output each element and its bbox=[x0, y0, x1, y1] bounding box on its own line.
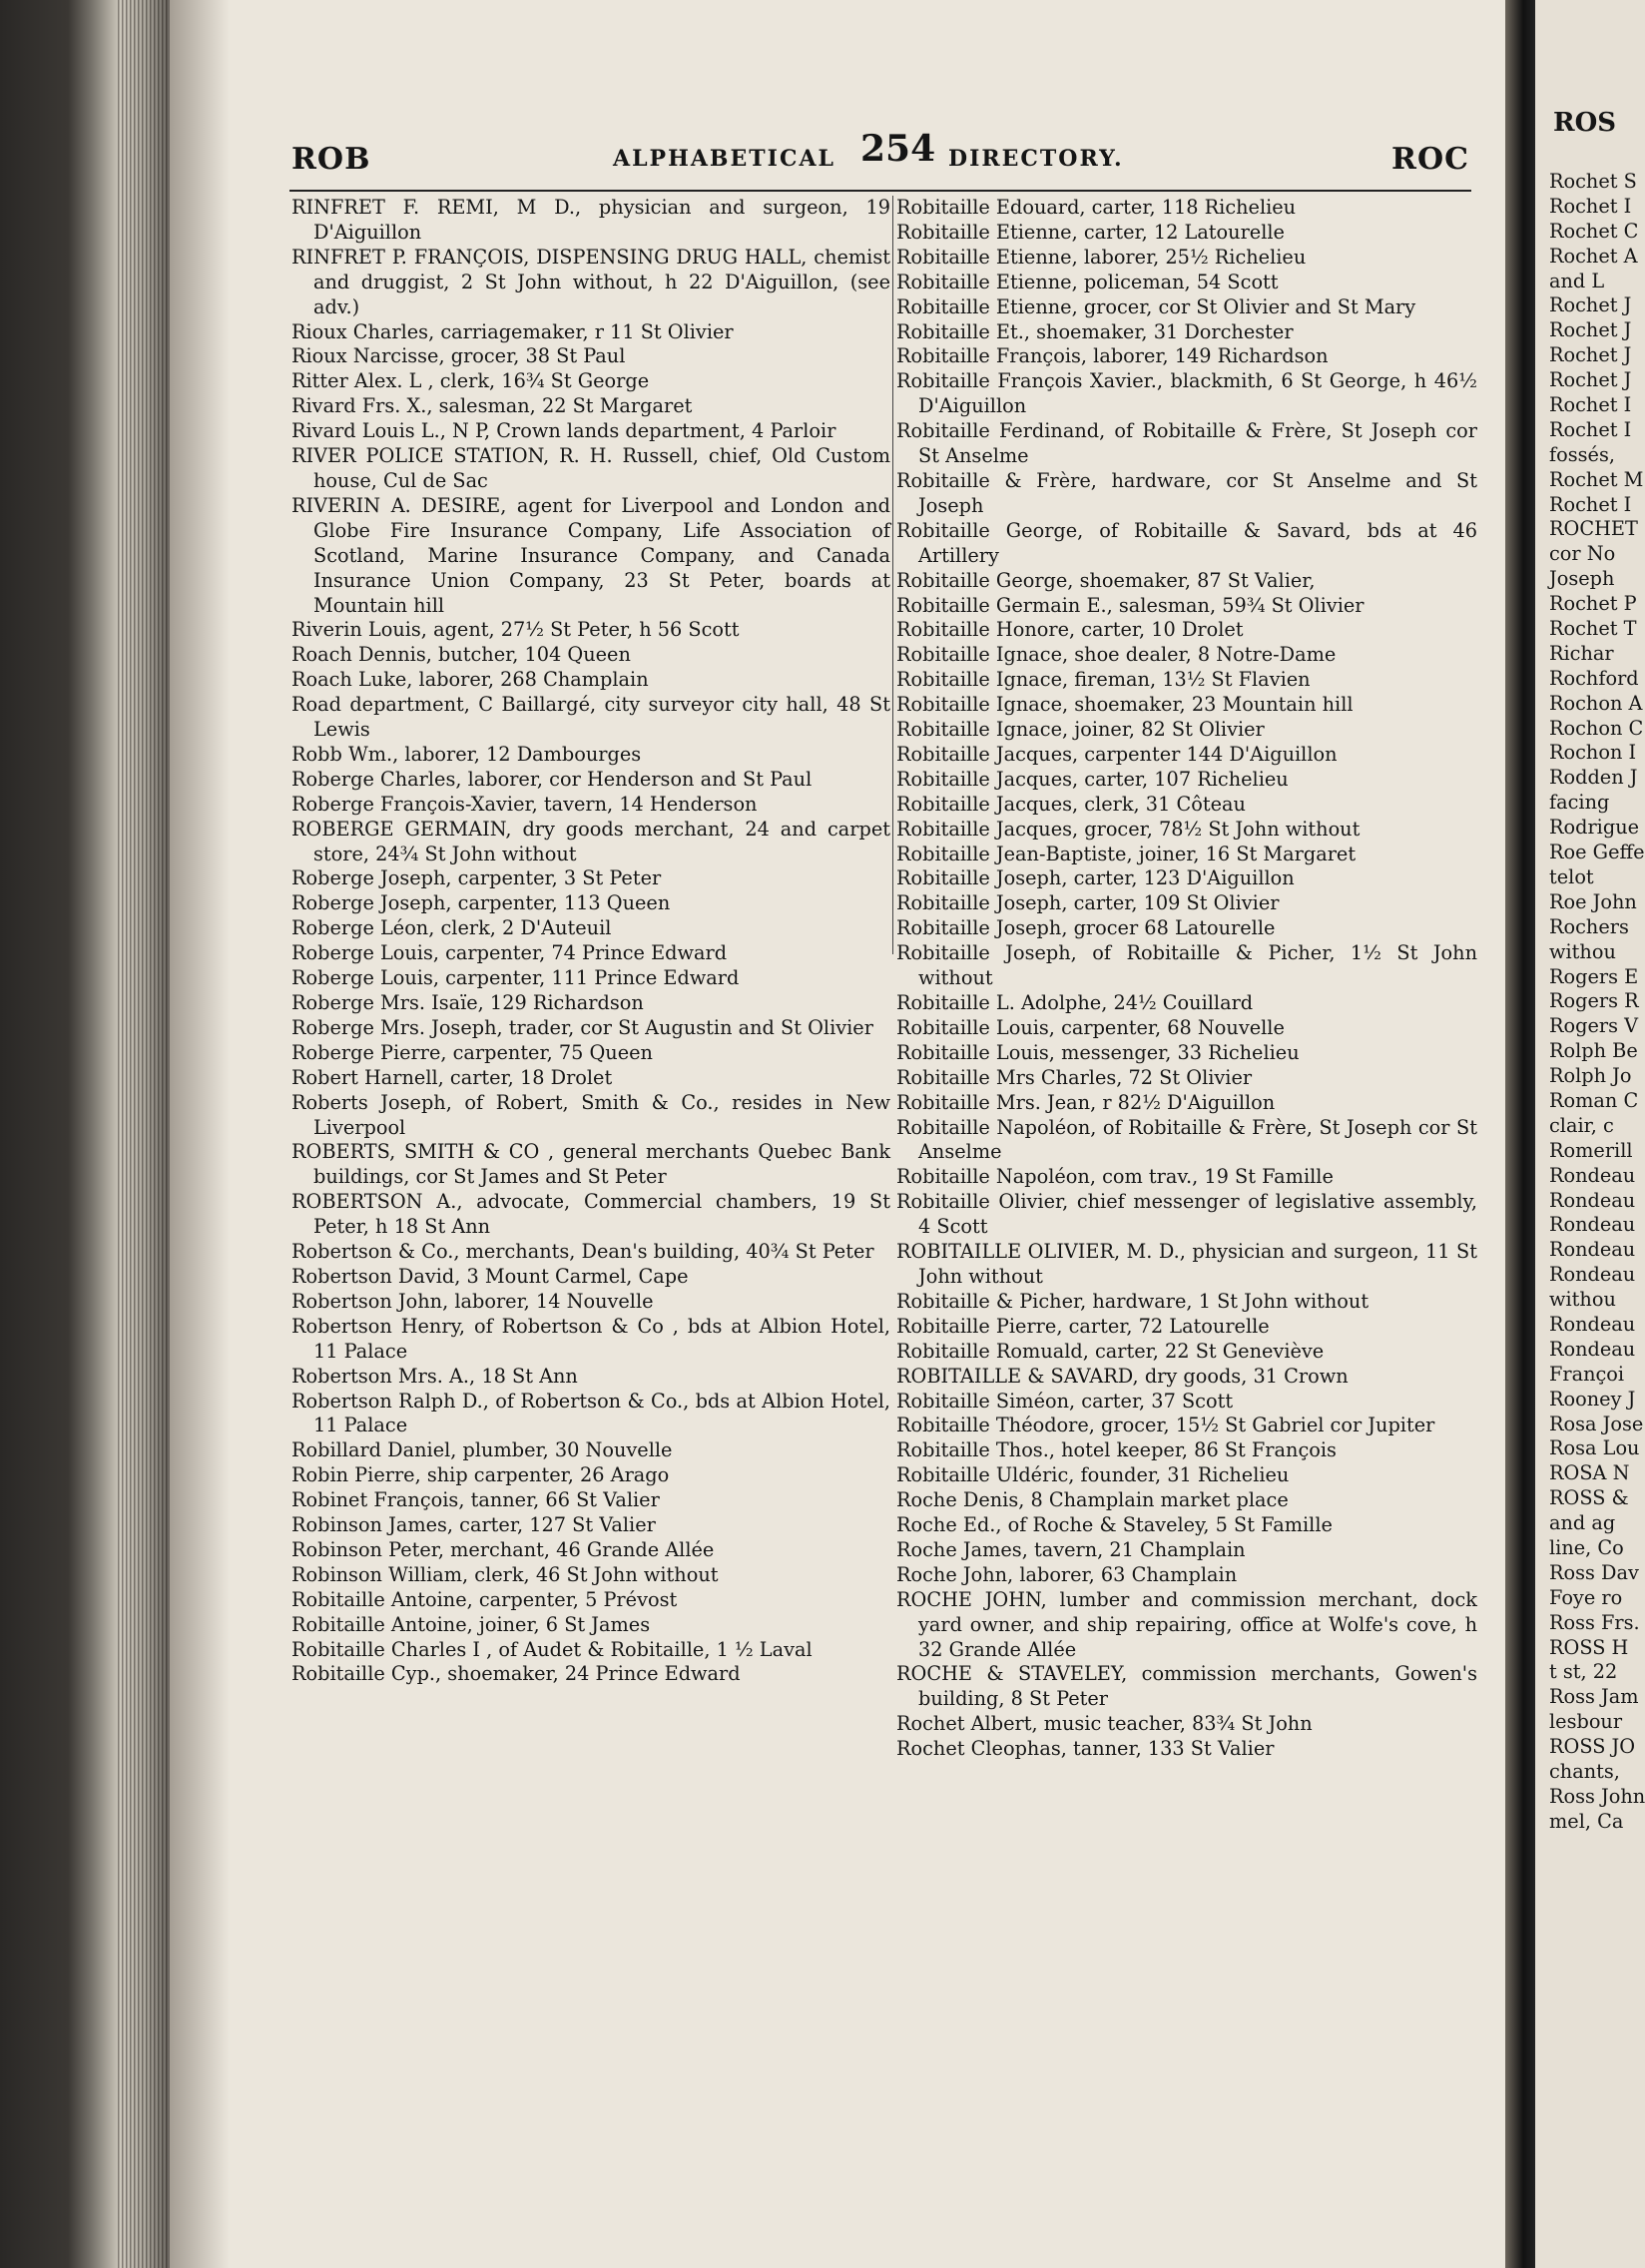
directory-entry: Rioux Narcisse, grocer, 38 St Paul bbox=[291, 344, 626, 368]
next-page-fragment: Rosa Lou bbox=[1549, 1436, 1640, 1460]
next-page-fragment: t st, 22 bbox=[1549, 1660, 1618, 1684]
directory-entry: Robinson Peter, merchant, 46 Grande Allée bbox=[291, 1537, 715, 1561]
next-page-fragment: Ross Jam bbox=[1549, 1685, 1639, 1709]
directory-entry: Roberge Louis, carpenter, 74 Prince Edward bbox=[291, 941, 728, 965]
directory-entry: Roberge Léon, clerk, 2 D'Auteuil bbox=[291, 916, 612, 940]
directory-entry: Robin Pierre, ship carpenter, 26 Arago bbox=[291, 1463, 670, 1487]
directory-entry: Robinson William, clerk, 46 St John without bbox=[291, 1562, 719, 1586]
next-page-fragment: Joseph bbox=[1549, 567, 1615, 591]
directory-entry: Roche John, laborer, 63 Champlain bbox=[896, 1562, 1238, 1586]
directory-entry: Robitaille Etienne, grocer, cor St Olivier and St Mary bbox=[896, 294, 1416, 318]
next-page-fragment: Rochet J bbox=[1549, 368, 1632, 392]
next-page-fragment: Foye ro bbox=[1549, 1585, 1623, 1609]
next-page-fragment: ROSS H bbox=[1549, 1635, 1629, 1659]
directory-entry: Robitaille Louis, messenger, 33 Richelieu bbox=[896, 1040, 1300, 1064]
next-page-edge bbox=[1535, 0, 1645, 2268]
directory-entry: Robitaille Joseph, grocer 68 Latourelle bbox=[896, 916, 1276, 940]
directory-entry: Roberge Joseph, carpenter, 3 St Peter bbox=[291, 866, 662, 890]
directory-entry: Robitaille Napoléon, of Robitaille & Frère, St Joseph cor St Anselme bbox=[896, 1115, 1477, 1164]
next-page-fragment: Rochon I bbox=[1549, 741, 1637, 765]
next-page-fragment: withou bbox=[1549, 1288, 1616, 1312]
next-page-fragment: Rogers V bbox=[1549, 1014, 1639, 1038]
directory-entry: Robitaille Ignace, shoemaker, 23 Mountain hill bbox=[896, 693, 1354, 717]
next-page-fragment: withou bbox=[1549, 939, 1616, 963]
next-page-fragment: Ross Frs. bbox=[1549, 1610, 1640, 1634]
directory-entry: ROBERTSON A., advocate, Commercial chambers, 19 St Peter, h 18 St Ann bbox=[291, 1190, 890, 1239]
next-page-fragment: Rochers bbox=[1549, 914, 1629, 938]
next-page-fragment: Rochford bbox=[1549, 666, 1639, 690]
directory-entry: Roberge Louis, carpenter, 111 Prince Edward bbox=[291, 966, 740, 990]
directory-entry: Rochet Albert, music teacher, 83¾ St John bbox=[896, 1712, 1313, 1736]
directory-entry: Robinson James, carter, 127 St Valier bbox=[291, 1513, 656, 1537]
next-page-fragment: Rochet T bbox=[1549, 617, 1637, 641]
directory-entry: Robitaille Et., shoemaker, 31 Dorchester bbox=[896, 319, 1294, 343]
directory-entry: Robitaille Mrs. Jean, r 82½ D'Aiguillon bbox=[896, 1090, 1276, 1114]
next-page-fragment: ROSS & bbox=[1549, 1486, 1629, 1510]
next-page-fragment: ROSS JO bbox=[1549, 1735, 1636, 1759]
next-page-fragment: facing bbox=[1549, 791, 1610, 815]
directory-entry: Rioux Charles, carriagemaker, r 11 St Olivier bbox=[291, 319, 734, 343]
directory-entry: Robitaille François, laborer, 149 Richardson bbox=[896, 344, 1329, 368]
next-page-fragment: ROSA N bbox=[1549, 1461, 1630, 1485]
directory-entry: Robitaille Etienne, laborer, 25½ Richelieu bbox=[896, 245, 1307, 269]
next-page-fragment: Rondeau bbox=[1549, 1337, 1636, 1361]
directory-entry: Ritter Alex. L , clerk, 16¾ St George bbox=[291, 369, 650, 393]
directory-entry: Robitaille Charles I , of Audet & Robitaille, 1 ½ Laval bbox=[291, 1637, 813, 1661]
directory-entry: Robitaille Jacques, grocer, 78½ St John without bbox=[896, 817, 1361, 841]
directory-entry: Robitaille Ignace, shoe dealer, 8 Notre-Dame bbox=[896, 643, 1337, 667]
directory-entry: Robertson David, 3 Mount Carmel, Cape bbox=[291, 1264, 689, 1288]
next-page-fragment: Rochet P bbox=[1549, 592, 1637, 616]
directory-entry: Robitaille Antoine, carpenter, 5 Prévost bbox=[291, 1587, 678, 1611]
directory-entry: Robertson Mrs. A., 18 St Ann bbox=[291, 1364, 578, 1388]
directory-entry: ROCHE JOHN, lumber and commission merchant, dock yard owner, and ship repairing, office at Wolfe's cove, h 32 Grande Allée bbox=[896, 1587, 1477, 1661]
next-page-fragment: and L bbox=[1549, 269, 1605, 292]
book-gutter bbox=[1505, 0, 1535, 2268]
next-page-fragment: Rochet A bbox=[1549, 244, 1638, 268]
directory-entry: Robertson John, laborer, 14 Nouvelle bbox=[291, 1289, 654, 1313]
directory-entry: Robitaille Edouard, carter, 118 Richelieu bbox=[896, 196, 1297, 219]
left-column bbox=[291, 196, 890, 1687]
next-page-fragment: Roe John bbox=[1549, 889, 1637, 913]
directory-entry: Robitaille George, shoemaker, 87 St Valier, bbox=[896, 568, 1316, 592]
directory-entry: Rivard Frs. X., salesman, 22 St Margaret bbox=[291, 394, 693, 418]
next-page-fragment: Rochon C bbox=[1549, 716, 1644, 740]
next-page-fragment: Ross Dav bbox=[1549, 1560, 1639, 1584]
directory-entry: Robitaille Antoine, joiner, 6 St James bbox=[291, 1612, 651, 1636]
next-page-fragment: Rochet I bbox=[1549, 417, 1632, 441]
directory-entry: Robitaille Etienne, carter, 12 Latourelle bbox=[896, 220, 1285, 244]
directory-entry: Rivard Louis L., N P, Crown lands department, 4 Parloir bbox=[291, 419, 836, 443]
directory-entry: Robitaille Olivier, chief messenger of legislative assembly, 4 Scott bbox=[896, 1190, 1477, 1239]
next-page-fragment: Romerill bbox=[1549, 1138, 1633, 1162]
directory-entry: Robitaille Joseph, carter, 123 D'Aiguillon bbox=[896, 866, 1295, 890]
directory-entry: Road department, C Baillargé, city surveyor city hall, 48 St Lewis bbox=[291, 693, 890, 742]
directory-entry: Roach Dennis, butcher, 104 Queen bbox=[291, 643, 631, 667]
directory-entry: Roche Denis, 8 Champlain market place bbox=[896, 1488, 1289, 1512]
next-page-fragment: Rodden J bbox=[1549, 766, 1638, 790]
directory-entry: Robillard Daniel, plumber, 30 Nouvelle bbox=[291, 1438, 673, 1462]
next-page-fragment: telot bbox=[1549, 864, 1594, 888]
next-page-fragment: Rondeau bbox=[1549, 1188, 1636, 1212]
header-right-keyword: ROC bbox=[1391, 142, 1469, 177]
directory-entry: Robitaille Cyp., shoemaker, 24 Prince Edward bbox=[291, 1662, 741, 1686]
next-page-fragment: Rochet I bbox=[1549, 393, 1632, 417]
directory-entry: Robb Wm., laborer, 12 Dambourges bbox=[291, 742, 642, 766]
next-page-fragment: Ross John bbox=[1549, 1784, 1645, 1808]
directory-entry: ROCHE & STAVELEY, commission merchants, Gowen's building, 8 St Peter bbox=[896, 1662, 1477, 1711]
directory-entry: Roach Luke, laborer, 268 Champlain bbox=[291, 668, 649, 692]
next-page-fragment: Rogers R bbox=[1549, 989, 1639, 1013]
directory-entry: Robitaille Théodore, grocer, 15½ St Gabriel cor Jupiter bbox=[896, 1414, 1435, 1437]
directory-entry: Robitaille Romuald, carter, 22 St Geneviève bbox=[896, 1339, 1325, 1363]
directory-entry: Robitaille Ferdinand, of Robitaille & Frère, St Joseph cor St Anselme bbox=[896, 419, 1477, 468]
directory-entry: Riverin Louis, agent, 27½ St Peter, h 56 Scott bbox=[291, 618, 740, 642]
next-page-fragment: Richar bbox=[1549, 641, 1614, 665]
next-page-fragment: Rondeau bbox=[1549, 1312, 1636, 1336]
column-divider bbox=[892, 196, 893, 954]
next-page-fragment: Rondeau bbox=[1549, 1213, 1636, 1237]
next-page-fragment: Rodrigue bbox=[1549, 816, 1640, 840]
directory-entry: RINFRET P. FRANÇOIS, DISPENSING DRUG HALL, chemist and druggist, 2 St John without, h 22 D'Aiguillon, (see adv.) bbox=[291, 245, 890, 318]
page-number: 254 bbox=[860, 128, 936, 170]
directory-entry: Robitaille Thos., hotel keeper, 86 St François bbox=[896, 1438, 1337, 1462]
directory-entry: Robitaille Honore, carter, 10 Drolet bbox=[896, 618, 1244, 642]
next-page-fragments bbox=[1549, 170, 1645, 1835]
next-page-fragment: Rogers E bbox=[1549, 964, 1639, 988]
directory-entry: RIVERIN A. DESIRE, agent for Liverpool and London and Globe Fire Insurance Company, Life Association of Scotland, Marine Insurance Company, and Canada Insurance Union Company, 23 St Peter, boards at Mountain hill bbox=[291, 493, 890, 617]
directory-entry: ROBITAILLE & SAVARD, dry goods, 31 Crown bbox=[896, 1364, 1349, 1388]
page-header bbox=[291, 128, 1469, 188]
next-page-fragment: Roman C bbox=[1549, 1088, 1639, 1112]
next-page-fragment: lesbour bbox=[1549, 1710, 1623, 1734]
next-page-fragment: Rolph Jo bbox=[1549, 1064, 1632, 1088]
directory-entry: Roche Ed., of Roche & Staveley, 5 St Famille bbox=[896, 1513, 1333, 1537]
header-left-keyword: ROB bbox=[291, 142, 371, 177]
directory-entry: Roberge Pierre, carpenter, 75 Queen bbox=[291, 1040, 653, 1064]
header-title-right: DIRECTORY. bbox=[948, 146, 1124, 172]
next-page-fragment: Rondeau bbox=[1549, 1238, 1636, 1262]
directory-entry: Robitaille George, of Robitaille & Savard, bds at 46 Artillery bbox=[896, 518, 1477, 567]
next-page-fragment: Rochet I bbox=[1549, 194, 1632, 218]
directory-entry: Robitaille François Xavier., blackmith, 6 St George, h 46½ D'Aiguillon bbox=[896, 369, 1477, 418]
next-page-fragment: Rolph Be bbox=[1549, 1039, 1638, 1063]
next-page-fragment: and ag bbox=[1549, 1511, 1616, 1535]
next-page-fragment: Françoi bbox=[1549, 1362, 1625, 1386]
directory-entry: ROBERTS, SMITH & CO , general merchants Quebec Bank buildings, cor St James and St Peter bbox=[291, 1140, 890, 1189]
directory-entry: Robertson & Co., merchants, Dean's building, 40¾ St Peter bbox=[291, 1240, 874, 1264]
directory-entry: Roberge Joseph, carpenter, 113 Queen bbox=[291, 891, 671, 915]
next-page-fragment: Rochet C bbox=[1549, 219, 1639, 243]
next-page-fragment: Rochet J bbox=[1549, 318, 1632, 342]
next-page-fragment: Rochet I bbox=[1549, 492, 1632, 516]
next-page-fragment: Rondeau bbox=[1549, 1163, 1636, 1187]
directory-entry: Robitaille Napoléon, com trav., 19 St Famille bbox=[896, 1165, 1334, 1189]
directory-entry: Robitaille Louis, carpenter, 68 Nouvelle bbox=[896, 1015, 1285, 1039]
directory-entry: Robitaille L. Adolphe, 24½ Couillard bbox=[896, 991, 1254, 1014]
directory-entry: Robitaille Etienne, policeman, 54 Scott bbox=[896, 270, 1279, 293]
next-page-fragment: chants, bbox=[1549, 1760, 1620, 1783]
directory-entry: Robitaille Jacques, carpenter 144 D'Aiguillon bbox=[896, 742, 1338, 766]
next-page-fragment: fossés, bbox=[1549, 442, 1615, 466]
next-page-fragment: Rochet J bbox=[1549, 343, 1632, 367]
next-page-fragment: Rochet S bbox=[1549, 170, 1637, 193]
directory-entry: Robinet François, tanner, 66 St Valier bbox=[291, 1488, 660, 1512]
directory-entry: ROBITAILLE OLIVIER, M. D., physician and surgeon, 11 St John without bbox=[896, 1240, 1477, 1288]
directory-entry: Robertson Ralph D., of Robertson & Co., bds at Albion Hotel, 11 Palace bbox=[291, 1389, 890, 1437]
next-page-fragment: Rondeau bbox=[1549, 1263, 1636, 1287]
next-page-fragment: Rochet M bbox=[1549, 467, 1644, 491]
directory-entry: Robitaille Ignace, joiner, 82 St Olivier bbox=[896, 718, 1265, 742]
directory-entry: Robitaille Joseph, carter, 109 St Olivier bbox=[896, 891, 1280, 915]
next-page-fragment: Rochon A bbox=[1549, 691, 1643, 715]
next-page-fragment: cor No bbox=[1549, 542, 1616, 566]
directory-entry: Rochet Cleophas, tanner, 133 St Valier bbox=[896, 1737, 1275, 1761]
directory-entry: Robitaille Siméon, carter, 37 Scott bbox=[896, 1389, 1234, 1413]
directory-entry: Robitaille Germain E., salesman, 59¾ St Olivier bbox=[896, 593, 1365, 617]
directory-entry: Roberge François-Xavier, tavern, 14 Henderson bbox=[291, 792, 758, 816]
header-rule bbox=[289, 190, 1471, 192]
directory-entry: Robertson Henry, of Robertson & Co , bds at Albion Hotel, 11 Palace bbox=[291, 1314, 890, 1363]
next-page-fragment: ROCHET bbox=[1549, 517, 1638, 541]
next-page-header: ROS bbox=[1553, 108, 1617, 138]
directory-entry: Robitaille & Frère, hardware, cor St Anselme and St Joseph bbox=[896, 468, 1477, 517]
right-column bbox=[896, 196, 1477, 1762]
directory-entry: Robitaille Ignace, fireman, 13½ St Flavien bbox=[896, 668, 1311, 692]
next-page-fragment: Rosa Jose bbox=[1549, 1412, 1644, 1435]
next-page-fragment: Rochet J bbox=[1549, 293, 1632, 317]
directory-entry: RIVER POLICE STATION, R. H. Russell, chief, Old Custom house, Cul de Sac bbox=[291, 444, 890, 492]
directory-entry: ROBERGE GERMAIN, dry goods merchant, 24 and carpet store, 24¾ St John without bbox=[291, 817, 890, 865]
directory-entry: Roberts Joseph, of Robert, Smith & Co., resides in New Liverpool bbox=[291, 1090, 890, 1139]
directory-entry: Robitaille Mrs Charles, 72 St Olivier bbox=[896, 1065, 1253, 1089]
directory-entry: Roche James, tavern, 21 Champlain bbox=[896, 1537, 1246, 1561]
directory-entry: Robitaille Jacques, clerk, 31 Côteau bbox=[896, 792, 1246, 816]
next-page-fragment: Roe Geffe bbox=[1549, 841, 1645, 864]
directory-entry: Roberge Mrs. Isaïe, 129 Richardson bbox=[291, 991, 644, 1014]
next-page-fragment: mel, Ca bbox=[1549, 1809, 1624, 1833]
header-title-left: ALPHABETICAL bbox=[613, 146, 836, 172]
directory-entry: Robitaille Uldéric, founder, 31 Richelieu bbox=[896, 1463, 1290, 1487]
next-page-fragment: Rooney J bbox=[1549, 1387, 1636, 1411]
directory-entry: Roberge Mrs. Joseph, trader, cor St Augustin and St Olivier bbox=[291, 1015, 873, 1039]
directory-entry: Robitaille Joseph, of Robitaille & Picher, 1½ St John without bbox=[896, 941, 1477, 990]
directory-entry: RINFRET F. REMI, M D., physician and surgeon, 19 D'Aiguillon bbox=[291, 196, 890, 244]
directory-entry: Robitaille Pierre, carter, 72 Latourelle bbox=[896, 1314, 1270, 1338]
next-page-fragment: clair, c bbox=[1549, 1113, 1614, 1137]
directory-entry: Robitaille & Picher, hardware, 1 St John without bbox=[896, 1289, 1370, 1313]
directory-entry: Robitaille Jacques, carter, 107 Richelieu bbox=[896, 767, 1289, 791]
directory-entry: Robert Harnell, carter, 18 Drolet bbox=[291, 1065, 613, 1089]
next-page-fragment: line, Co bbox=[1549, 1535, 1624, 1559]
directory-entry: Robitaille Jean-Baptiste, joiner, 16 St Margaret bbox=[896, 842, 1357, 865]
page-edges bbox=[118, 0, 170, 2268]
directory-entry: Roberge Charles, laborer, cor Henderson and St Paul bbox=[291, 767, 813, 791]
